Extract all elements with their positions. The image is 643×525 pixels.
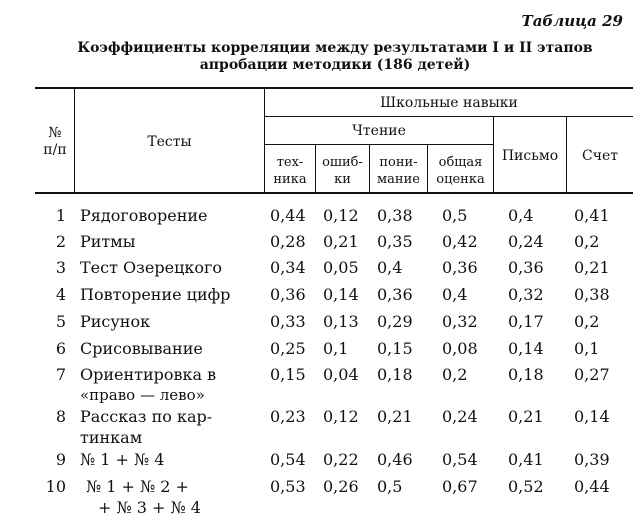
value-technique: 0,25 <box>270 339 306 358</box>
table-caption-line-1: Коэффициенты корреляции между результатами I и II этапов <box>77 40 593 56</box>
value-writing: 0,24 <box>508 232 544 251</box>
value-errors: 0,22 <box>323 450 359 469</box>
header-writing: Письмо <box>501 148 559 164</box>
value-writing: 0,41 <box>508 450 544 469</box>
row-test-line-2: тинкам <box>80 428 143 447</box>
table-caption-line-2: апробации методики (186 детей) <box>199 57 471 73</box>
row-number: 1 <box>55 206 66 225</box>
row-test: Повторение цифр <box>80 285 231 304</box>
value-counting: 0,14 <box>574 407 610 426</box>
row-test-line-1: Ориентировка в <box>80 365 217 384</box>
value-overall: 0,2 <box>442 365 468 384</box>
value-overall: 0,42 <box>442 232 478 251</box>
row-test <box>80 364 260 406</box>
value-technique: 0,34 <box>270 258 306 277</box>
header-technique-line-2: ника <box>273 172 307 187</box>
row-number: 10 <box>45 477 66 496</box>
header-top-rule <box>35 87 633 89</box>
header-school-skills: Школьные навыки <box>380 95 518 111</box>
row-number: 2 <box>55 232 66 251</box>
value-overall: 0,08 <box>442 339 478 358</box>
value-errors: 0,12 <box>323 206 359 225</box>
header-overall-line-2: оценка <box>436 172 485 187</box>
value-counting: 0,38 <box>574 285 610 304</box>
value-errors: 0,26 <box>323 477 359 496</box>
value-counting: 0,41 <box>574 206 610 225</box>
value-technique: 0,23 <box>270 407 306 426</box>
value-writing: 0,14 <box>508 339 544 358</box>
row-test-line-1: Рассказ по кар- <box>80 407 213 426</box>
header-errors-line-1: ошиб- <box>322 155 363 170</box>
value-comprehension: 0,18 <box>377 365 413 384</box>
value-comprehension: 0,46 <box>377 450 413 469</box>
header-comprehension-line-2: мание <box>377 172 420 187</box>
value-technique: 0,33 <box>270 312 306 331</box>
value-counting: 0,39 <box>574 450 610 469</box>
header-overall-line-1: общая <box>438 155 483 170</box>
value-overall: 0,32 <box>442 312 478 331</box>
value-overall: 0,54 <box>442 450 478 469</box>
value-technique: 0,28 <box>270 232 306 251</box>
value-overall: 0,24 <box>442 407 478 426</box>
value-overall: 0,36 <box>442 258 478 277</box>
value-counting: 0,2 <box>574 312 600 331</box>
row-test-line-2: «право — лево» <box>80 386 205 404</box>
header-bottom-rule <box>35 192 633 194</box>
value-overall: 0,4 <box>442 285 468 304</box>
value-writing: 0,32 <box>508 285 544 304</box>
value-errors: 0,13 <box>323 312 359 331</box>
row-number: 4 <box>55 285 66 304</box>
header-overall <box>428 154 493 188</box>
row-number: 8 <box>55 407 66 426</box>
row-test: Тест Озерецкого <box>80 258 222 277</box>
value-errors: 0,05 <box>323 258 359 277</box>
row-test: № 1 + № 4 <box>80 450 165 469</box>
value-errors: 0,12 <box>323 407 359 426</box>
skills-under-rule <box>264 116 633 117</box>
value-writing: 0,52 <box>508 477 544 496</box>
row-test <box>80 406 260 448</box>
value-writing: 0,36 <box>508 258 544 277</box>
value-technique: 0,54 <box>270 450 306 469</box>
value-counting: 0,2 <box>574 232 600 251</box>
value-overall: 0,5 <box>442 206 468 225</box>
value-counting: 0,44 <box>574 477 610 496</box>
value-counting: 0,27 <box>574 365 610 384</box>
row-test-line-1: № 1 + № 2 + <box>86 477 189 496</box>
header-technique <box>265 154 315 188</box>
header-num <box>36 125 74 159</box>
row-test: Ритмы <box>80 232 136 251</box>
row-test: Рисунок <box>80 312 151 331</box>
value-comprehension: 0,38 <box>377 206 413 225</box>
value-writing: 0,18 <box>508 365 544 384</box>
header-technique-line-1: тех- <box>276 155 304 170</box>
value-counting: 0,21 <box>574 258 610 277</box>
value-technique: 0,15 <box>270 365 306 384</box>
value-writing: 0,4 <box>508 206 534 225</box>
value-comprehension: 0,29 <box>377 312 413 331</box>
value-comprehension: 0,35 <box>377 232 413 251</box>
row-test: Рядоговорение <box>80 206 208 225</box>
value-errors: 0,1 <box>323 339 349 358</box>
value-technique: 0,44 <box>270 206 306 225</box>
value-comprehension: 0,4 <box>377 258 403 277</box>
row-number: 7 <box>55 365 66 384</box>
row-test: Срисовывание <box>80 339 203 358</box>
header-counting: Счет <box>582 148 618 164</box>
value-technique: 0,36 <box>270 285 306 304</box>
value-technique: 0,53 <box>270 477 306 496</box>
row-test-line-2: + № 3 + № 4 <box>98 498 201 517</box>
header-num-line-1: № <box>48 125 62 141</box>
value-errors: 0,04 <box>323 365 359 384</box>
table-number: Таблица 29 <box>521 12 623 30</box>
value-comprehension: 0,36 <box>377 285 413 304</box>
header-comprehension <box>370 154 427 188</box>
header-reading: Чтение <box>352 123 406 139</box>
row-test <box>80 476 260 518</box>
row-number: 3 <box>55 258 66 277</box>
row-number: 9 <box>55 450 66 469</box>
header-errors-line-2: ки <box>334 172 351 187</box>
value-writing: 0,21 <box>508 407 544 426</box>
value-counting: 0,1 <box>574 339 600 358</box>
value-writing: 0,17 <box>508 312 544 331</box>
row-number: 6 <box>55 339 66 358</box>
header-tests: Тесты <box>147 134 192 150</box>
header-num-line-2: п/п <box>43 142 67 158</box>
header-comprehension-line-1: пони- <box>379 155 418 170</box>
reading-under-rule <box>264 144 493 145</box>
value-comprehension: 0,15 <box>377 339 413 358</box>
header-errors <box>316 154 369 188</box>
value-errors: 0,21 <box>323 232 359 251</box>
row-number: 5 <box>55 312 66 331</box>
value-overall: 0,67 <box>442 477 478 496</box>
value-comprehension: 0,5 <box>377 477 403 496</box>
value-comprehension: 0,21 <box>377 407 413 426</box>
value-errors: 0,14 <box>323 285 359 304</box>
